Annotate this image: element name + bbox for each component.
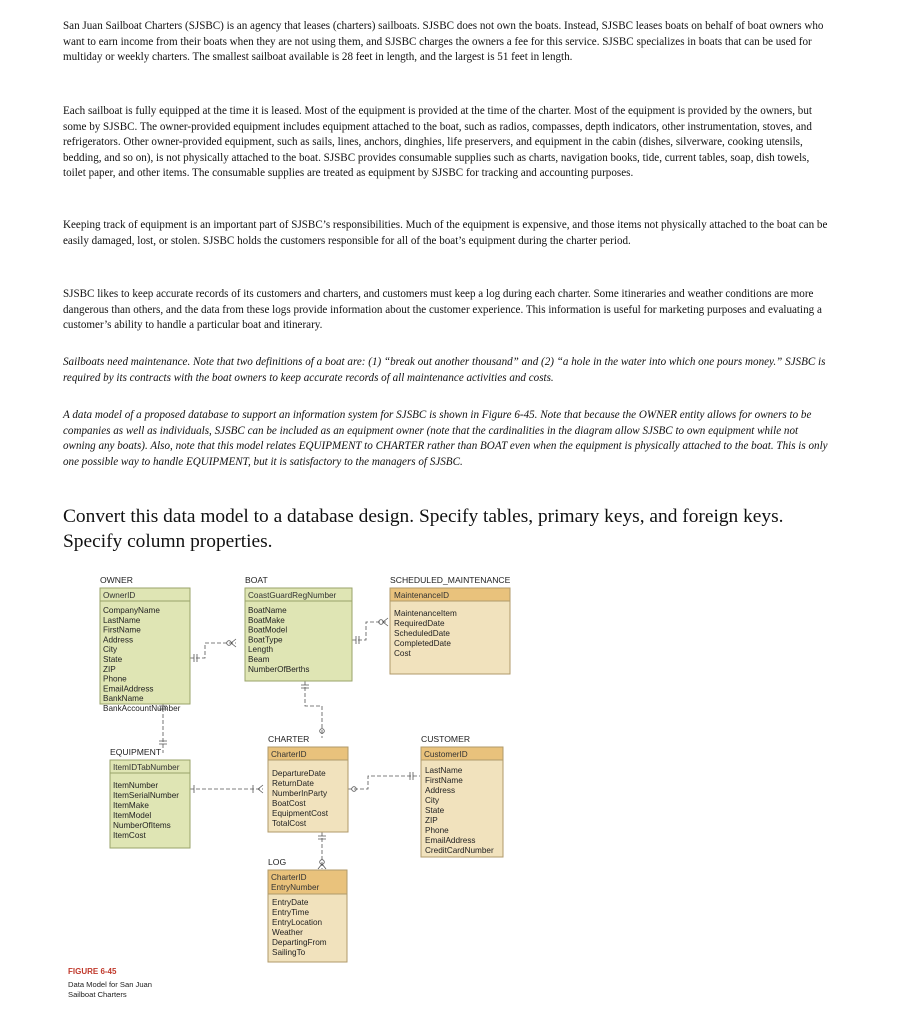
attribute: BankAccountNumber <box>103 704 181 713</box>
primary-key: MaintenanceID <box>394 591 450 600</box>
entity-name: OWNER <box>100 575 133 585</box>
attribute: Cost <box>394 649 411 658</box>
attribute: SailingTo <box>272 948 306 957</box>
primary-key: CoastGuardRegNumber <box>248 591 337 600</box>
attribute: CreditCardNumber <box>425 846 494 855</box>
caption-line: Sailboat Charters <box>68 990 127 999</box>
entity-log <box>268 857 347 962</box>
paragraph-data-model: A data model of a proposed database to support an information system for SJSBC is shown in Figure 6-45. Note that because the OWNER entity allows for owners to be companies as well as individuals, SJSBC can be included as an equipment owner (note that the cardinalities in the diagram allow SJSBC to own equipment while not owning any boats). Also, note that this model relates EQUIPMENT to CHARTER rather than BOAT even when the equipment is physically attached to the boat. This is only one possible way to handle EQUIPMENT, but it is satisfactory to the managers of SJSBC. <box>63 409 828 468</box>
attribute: EntryLocation <box>272 918 323 927</box>
attribute: DepartureDate <box>272 769 326 778</box>
primary-key: CharterID <box>271 873 307 882</box>
attribute: CompanyName <box>103 606 160 615</box>
paragraph-responsibilities: Keeping track of equipment is an important part of SJSBC’s responsibilities. Much of the equipment is expensive, and those items not physically attached to the boat can be easily damaged, lost, or stolen. SJSBC holds the customers responsible for all of the boat’s equipment during the charter period. <box>63 219 828 247</box>
entity-boat <box>245 575 352 681</box>
attribute: ReturnDate <box>272 779 314 788</box>
attribute: EmailAddress <box>425 836 476 845</box>
customer-charter-relationship <box>348 776 420 789</box>
attribute: BoatModel <box>248 625 288 635</box>
question-text: Convert this data model to a database design. Specify tables, primary keys, and foreign keys. Specify column properties. <box>63 506 784 552</box>
primary-key: ItemIDTabNumber <box>113 763 180 772</box>
attribute: ZIP <box>425 816 438 825</box>
attribute: NumberOfItems <box>113 821 171 830</box>
entity-scheduled-maintenance <box>390 575 511 674</box>
attribute: State <box>425 806 445 815</box>
attribute: DepartingFrom <box>272 938 327 947</box>
paragraph-maintenance: Sailboats need maintenance. Note that two definitions of a boat are: (1) “break out another thousand” and (2) “a hole in the water into which one pours money.” SJSBC is required by its contracts with the boat owners to keep accurate records of all maintenance activities and costs. <box>63 356 826 384</box>
attribute: State <box>103 655 123 664</box>
attribute: Phone <box>103 674 127 684</box>
attribute: LastName <box>103 615 141 625</box>
attribute: Beam <box>248 655 270 664</box>
attribute: Address <box>103 635 134 645</box>
attribute: NumberOfBerths <box>248 664 310 674</box>
entity-name: BOAT <box>245 575 268 585</box>
attribute: EntryTime <box>272 908 309 917</box>
attribute: CompletedDate <box>394 639 451 648</box>
attribute: Weather <box>272 928 303 937</box>
attribute: TotalCost <box>272 819 307 828</box>
entity-name: EQUIPMENT <box>110 747 162 757</box>
attribute: EntryDate <box>272 898 309 907</box>
attribute: LastName <box>425 766 463 775</box>
paragraph-records: SJSBC likes to keep accurate records of its customers and charters, and customers must keep a log during each charter. Some itineraries and weather conditions are more dangerous than others, and the data from these logs provide information about the customer experience. This information is useful for marketing purposes and evaluating a customer’s ability to handle a particular boat and itinerary. <box>63 288 822 332</box>
attribute: ItemNumber <box>113 781 159 790</box>
entity-name: CUSTOMER <box>421 734 471 744</box>
attribute: Phone <box>425 826 449 835</box>
attribute: NumberInParty <box>272 789 328 798</box>
attribute: BankName <box>103 694 144 704</box>
attribute: ItemModel <box>113 811 152 820</box>
attribute: Address <box>425 786 456 795</box>
caption-title: FIGURE 6-45 <box>68 967 117 976</box>
entity-name: SCHEDULED_MAINTENANCE <box>390 575 511 585</box>
entity-customer <box>421 734 503 857</box>
primary-key: OwnerID <box>103 591 136 600</box>
attribute: EmailAddress <box>103 684 154 694</box>
primary-key: EntryNumber <box>271 883 320 892</box>
attribute: MaintenanceItem <box>394 609 457 618</box>
figure-caption <box>68 967 152 999</box>
attribute: BoatMake <box>248 615 285 625</box>
entity-name: CHARTER <box>268 734 310 744</box>
attribute: FirstName <box>425 776 463 785</box>
entity-charter <box>268 734 348 832</box>
paragraph-intro: San Juan Sailboat Charters (SJSBC) is an agency that leases (charters) sailboats. SJSBC does not own the boats. Instead, SJSBC leases boats on behalf of boat owners who want to earn income from their boats when they are not using them, and SJSBC charges the owners a fee for this service. SJSBC specializes in boats that can be used for multiday or weekly charters. The smallest sailboat available is 28 feet in length, and the largest is 51 feet in length. <box>63 20 824 64</box>
primary-key: CharterID <box>271 750 307 759</box>
attribute: BoatType <box>248 635 283 645</box>
attribute: EquipmentCost <box>272 809 328 818</box>
entity-owner <box>100 575 190 713</box>
attribute: ItemMake <box>113 801 149 810</box>
attribute: ItemCost <box>113 831 146 840</box>
attribute: City <box>425 796 440 805</box>
attribute: ScheduledDate <box>394 629 450 638</box>
paragraph-equipment: Each sailboat is fully equipped at the time it is leased. Most of the equipment is provided at the time of the charter. Most of the equipment is provided by the owners, but some by SJSBC. The owner-provided equipment includes equipment attached to the boat, such as radios, compasses, depth indicators, other instrumentation, stoves, and refrigerators. Other owner-provided equipment, such as sails, lines, anchors, dinghies, life preservers, and equipment in the cabin (dishes, silverware, cooking utensils, bedding, and so on), is not physically attached to the boat. SJSBC provides consumable supplies such as charts, navigation books, tide, current tables, soap, dish towels, toilet paper, and other items. The consumable supplies are treated as equipment by SJSBC for tracking and accounting purposes. <box>63 105 812 180</box>
entity-name: LOG <box>268 857 287 867</box>
figure-6-45-diagram <box>0 560 909 1024</box>
attribute: ZIP <box>103 664 116 674</box>
attribute: City <box>103 645 118 655</box>
primary-key: CustomerID <box>424 750 468 759</box>
boat-charter-relationship <box>305 681 322 738</box>
attribute: FirstName <box>103 625 141 635</box>
attribute: BoatCost <box>272 799 306 808</box>
attribute: ItemSerialNumber <box>113 791 179 800</box>
attribute: RequiredDate <box>394 619 445 628</box>
boat-maintenance-relationship <box>352 622 388 640</box>
caption-line: Data Model for San Juan <box>68 980 153 989</box>
entity-equipment <box>110 747 190 848</box>
attribute: Length <box>248 645 274 655</box>
attribute: BoatName <box>248 606 287 615</box>
